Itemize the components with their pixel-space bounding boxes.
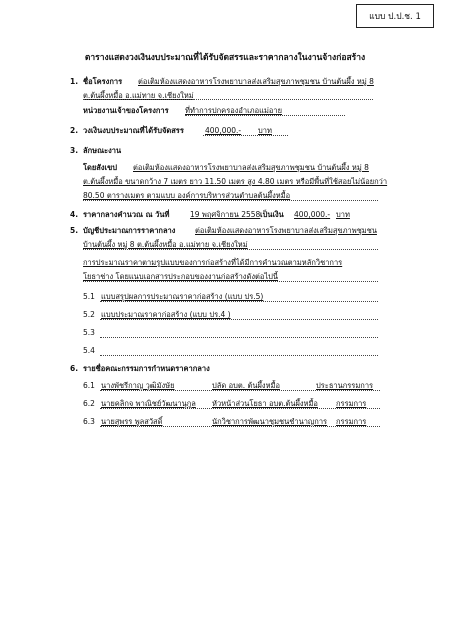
agency-label: หน่วยงานเจ้าของโครงการ: [83, 106, 169, 115]
median-price-label: ราคากลางคำนวณ ณ วันที่: [83, 210, 170, 219]
project-name-line1: ต่อเติมห้องแสดงอาหารโรงพยาบาลส่งเสริมสุขภาพชุมชน บ้านต้นผึ้ง หมู่ 8: [138, 77, 374, 86]
form-code-box: แบบ ป.ป.ช. 1: [356, 4, 434, 28]
brief-label: โดยสังเขป: [83, 163, 117, 172]
attachment-dotline: [100, 319, 378, 320]
attachment-dotline: [100, 355, 378, 356]
member-name: นางพัชรีกาญ วุฒิมังษัย: [101, 381, 175, 390]
project-name-dotline: [83, 99, 373, 100]
work-nature-label: ลักษณะงาน: [83, 146, 122, 155]
agency-dotline: [185, 115, 345, 116]
budget-unit: บาท: [258, 126, 272, 135]
median-price-date: 19 พฤศจิกายน 2558: [190, 210, 261, 219]
member-number: 6.2: [83, 399, 95, 408]
member-role: กรรมการ: [336, 417, 367, 426]
median-price-unit: บาท: [336, 210, 350, 219]
member-position: นักวิชาการพัฒนาชุมชนชำนาญการ: [212, 417, 328, 426]
member-role: ประธานกรรมการ: [316, 381, 374, 390]
attachment-number: 5.2: [83, 310, 95, 319]
brief-dotline: [83, 200, 378, 201]
section-4-number: 4.: [70, 210, 79, 219]
project-name-line2: ต.ต้นผึ้งหมื้อ อ.แม่ทาย จ.เชียงใหม่: [83, 91, 194, 100]
attachment-item: แบบสรุปผลการประมาณราคาก่อสร้าง (แบบ ปร.5): [101, 292, 264, 301]
estimate-line1: ต่อเติมห้องแสดงอาหารโรงพยาบาลส่งเสริมสุขภาพชุมชน: [195, 226, 377, 235]
estimate-dotline-2: [83, 281, 378, 282]
member-dotline: [100, 426, 380, 427]
member-name: นายสุพรร พูลสวัสดิ์: [101, 417, 163, 426]
attachment-number: 5.1: [83, 292, 95, 301]
brief-line2: ต.ต้นผึ้งหมื้อ ขนาดกว้าง 7 เมตร ยาว 11.50 เมตร สูง 4.80 เมตร หรือมีพื้นที่ใช้สอยไม่น้อยกว่า: [83, 177, 388, 186]
attachment-number: 5.3: [83, 328, 95, 337]
budget-value: 400,000.-: [205, 126, 242, 135]
median-price-mid-label: เป็นเงิน: [260, 210, 284, 219]
estimate-list-label: บัญชีประมาณการราคากลาง: [83, 226, 176, 235]
estimate-line3: การประมาณราคาตามรูปแบบของการก่อสร้างที่ได้มีการคำนวณตามหลักวิชาการ: [83, 258, 343, 267]
attachment-dotline: [100, 301, 378, 302]
section-5-number: 5.: [70, 226, 79, 235]
committee-label: รายชื่อคณะกรรมการกำหนดราคากลาง: [83, 364, 210, 373]
estimate-line2: บ้านต้นผึ้ง หมู่ 8 ต.ต้นผึ้งหมื้อ อ.แม่ทาย จ.เชียงใหม่: [83, 240, 248, 249]
member-dotline: [100, 408, 380, 409]
member-position: ปลัด อบต. ต้นผึ้งหมื้อ: [212, 381, 280, 390]
estimate-line4: โยธาช่าง โดยแนบเอกสารประกอบของงานก่อสร้างดังต่อไปนี้: [83, 272, 279, 281]
section-3-number: 3.: [70, 146, 79, 155]
brief-line1: ต่อเติมห้องแสดงอาหารโรงพยาบาลส่งเสริมสุขภาพชุมชน บ้านต้นผึ้ง หมู่ 8: [133, 163, 369, 172]
member-dotline: [100, 390, 380, 391]
document-title: ตารางแสดงวงเงินงบประมาณที่ได้รับจัดสรรและราคากลางในงานจ้างก่อสร้าง: [84, 53, 366, 63]
estimate-dotline-1: [83, 249, 378, 250]
member-role: กรรมการ: [336, 399, 367, 408]
budget-dotline: [203, 135, 288, 136]
agency-value: ที่ทำการปกครองอำเภอแม่อาย: [185, 106, 283, 115]
section-2-number: 2.: [70, 126, 79, 135]
member-number: 6.3: [83, 417, 95, 426]
attachment-dotline: [100, 337, 378, 338]
project-name-label: ชื่อโครงการ: [83, 77, 123, 86]
brief-line3: 80.50 ตารางเมตร ตามแบบ องค์การบริหารส่วนตำบลต้นผึ้งหมื้อ: [83, 191, 291, 200]
median-price-value: 400,000.-: [294, 210, 331, 219]
member-name: นายคลิกจ พาณิชย์วัฒนานุกูล: [101, 399, 196, 408]
member-position: หัวหน้าส่วนโยธา อบต.ต้นผึ้งหมื้อ: [212, 399, 318, 408]
section-1-number: 1.: [70, 77, 79, 86]
attachment-item: แบบประมาณราคาก่อสร้าง (แบบ ปร.4 ): [101, 310, 231, 319]
member-number: 6.1: [83, 381, 95, 390]
section-6-number: 6.: [70, 364, 79, 373]
budget-label: วงเงินงบประมาณที่ได้รับจัดสรร: [83, 126, 184, 135]
attachment-number: 5.4: [83, 346, 95, 355]
